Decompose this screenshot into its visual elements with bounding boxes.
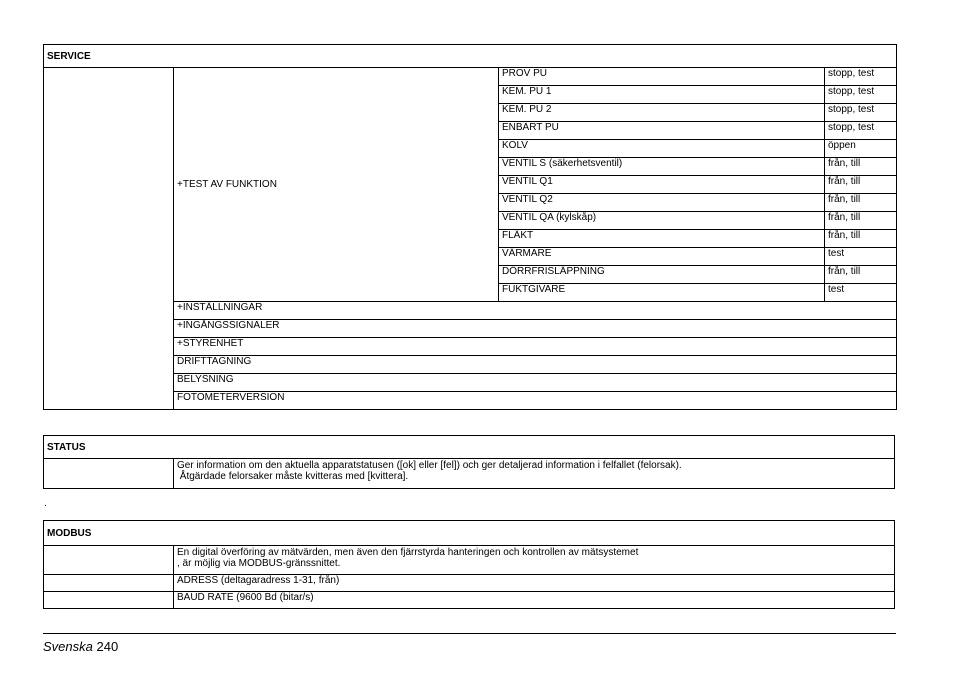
test-item-name: VENTIL Q2 [499,194,825,212]
test-item-values: test [825,284,897,302]
test-item-values: från, till [825,266,897,284]
test-item-values: stopp, test [825,86,897,104]
separator-dot: . [44,498,47,509]
test-item-values: öppen [825,140,897,158]
modbus-item: BAUD RATE (9600 Bd (bitar/s) [174,592,895,609]
test-item-values: stopp, test [825,122,897,140]
test-item-name: DÖRRFRISLÄPPNING [499,266,825,284]
modbus-indent-cell [44,575,174,592]
service-item: +INGÅNGSSIGNALER [174,320,897,338]
test-item-values: stopp, test [825,104,897,122]
service-table [43,44,897,410]
service-header: SERVICE [44,45,897,68]
test-item-name: VENTIL Q1 [499,176,825,194]
modbus-indent-cell [44,592,174,609]
status-header: STATUS [44,436,895,459]
test-item-name: PROV PU [499,68,825,86]
test-item-name: VENTIL S (säkerhetsventil) [499,158,825,176]
status-table [43,435,895,489]
test-item-name: VÄRMARE [499,248,825,266]
status-line-1: Ger information om den aktuella apparatstatusen ([ok] eller [fel]) och ger detaljerad information i felfallet (felorsak). [177,460,682,471]
test-item-name: KEM. PU 1 [499,86,825,104]
footer-rule [43,633,896,634]
test-item-values: test [825,248,897,266]
test-item-name: FLÄKT [499,230,825,248]
modbus-table [43,520,895,609]
modbus-item: ADRESS (deltagaradress 1-31, från) [174,575,895,592]
status-description [174,459,895,489]
test-item-name: KOLV [499,140,825,158]
test-item-name: FUKTGIVARE [499,284,825,302]
page-number: 240 [96,639,119,654]
status-indent-cell [44,459,174,489]
test-item-values: från, till [825,176,897,194]
test-item-values: stopp, test [825,68,897,86]
service-item: FOTOMETERVERSION [174,392,897,410]
modbus-line-1: En digital överföring av mätvärden, men även den fjärrstyrda hanteringen och kontrollen av mätsystemet [177,547,639,558]
service-item: +STYRENHET [174,338,897,356]
status-line-2: Åtgärdade felorsaker måste kvitteras med [kvittera]. [177,471,409,482]
footer-language: Svenska [43,639,93,654]
test-function-label: +TEST AV FUNKTION [174,68,499,302]
service-indent-cell [44,68,174,410]
modbus-header: MODBUS [44,521,895,546]
modbus-line-2: , är möjlig via MODBUS-gränssnittet. [177,558,341,569]
test-item-values: från, till [825,194,897,212]
service-item: +INSTÄLLNINGAR [174,302,897,320]
modbus-indent-cell [44,546,174,575]
test-item-name: ENBART PU [499,122,825,140]
test-item-name: KEM. PU 2 [499,104,825,122]
test-item-name: VENTIL QA (kylskåp) [499,212,825,230]
service-item: BELYSNING [174,374,897,392]
test-item-values: från, till [825,230,897,248]
service-item: DRIFTTAGNING [174,356,897,374]
modbus-description [174,546,895,575]
page-footer [43,639,118,654]
test-item-values: från, till [825,158,897,176]
test-item-values: från, till [825,212,897,230]
